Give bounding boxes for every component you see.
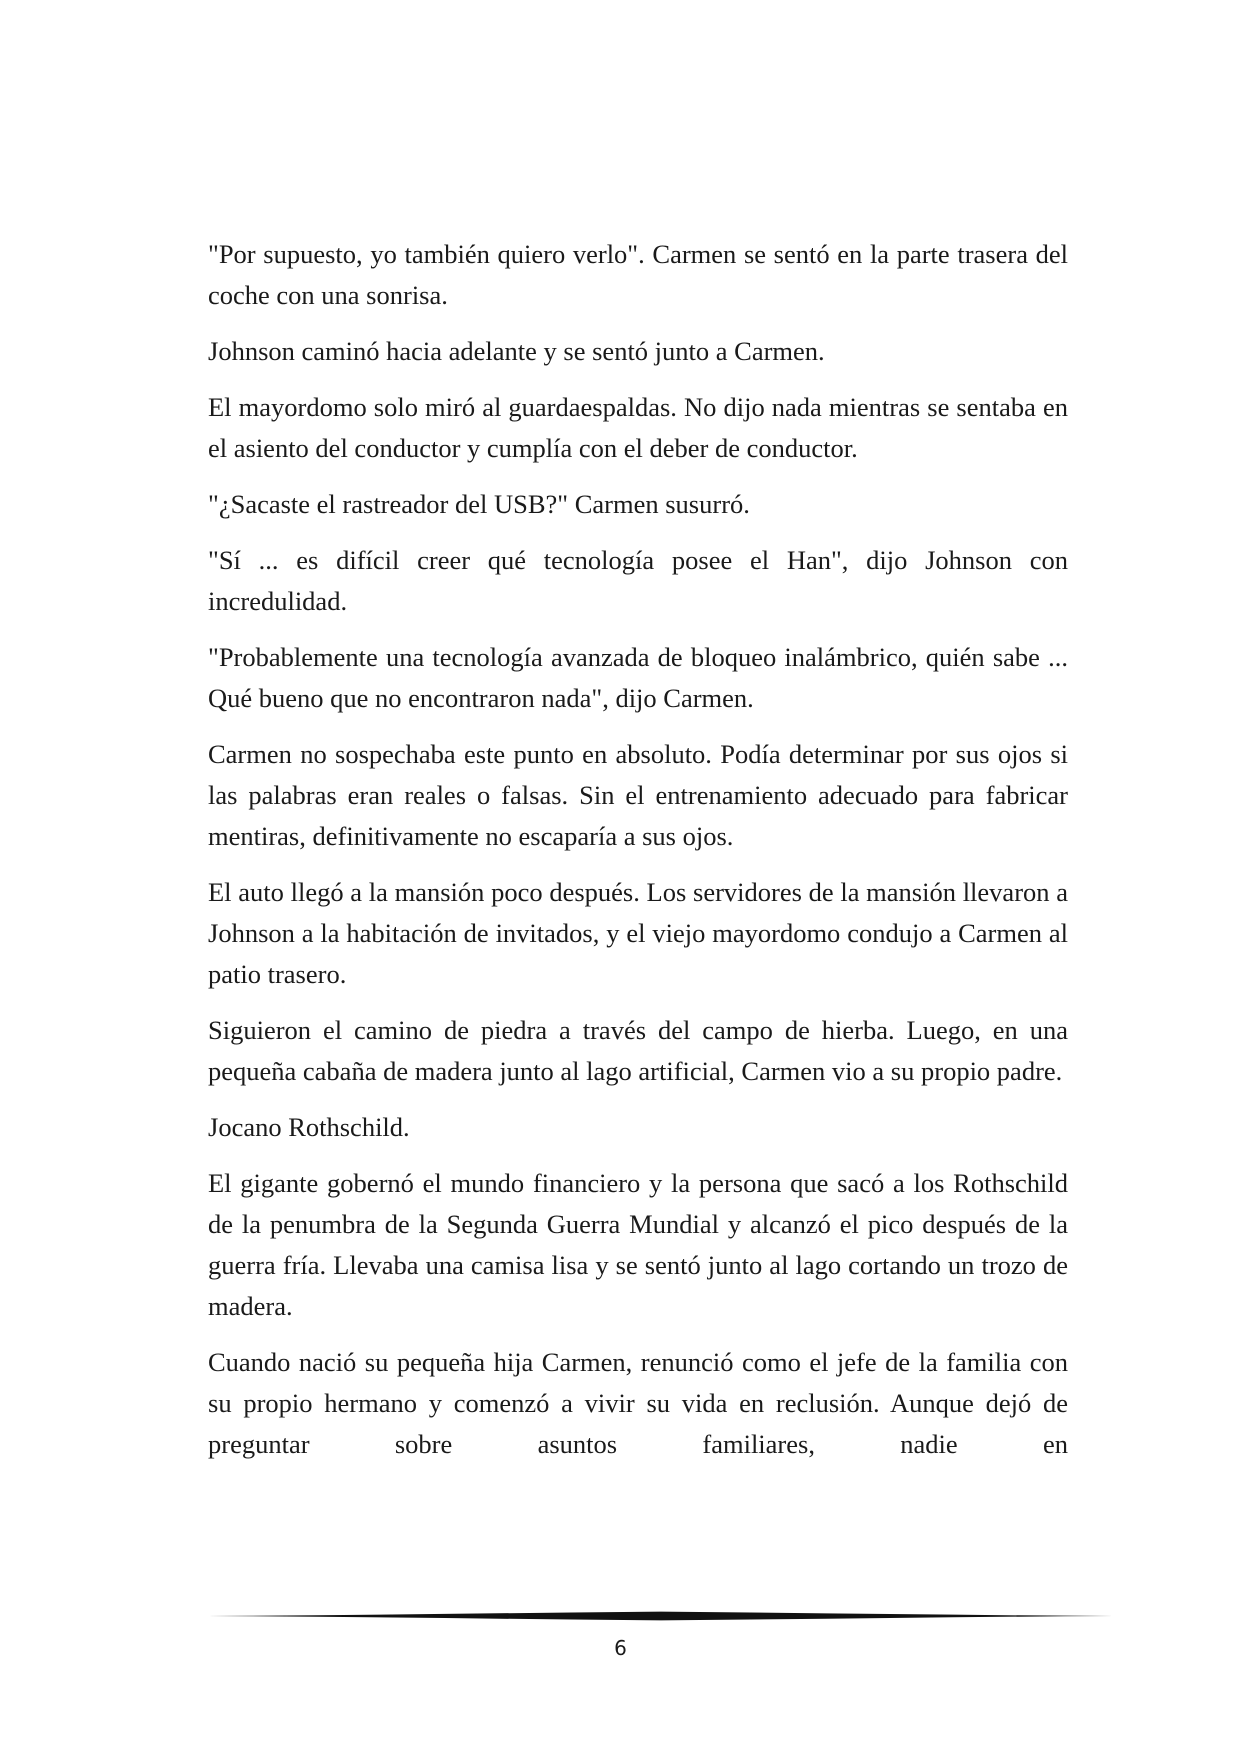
paragraph-12: Cuando nació su pequeña hija Carmen, renunció como el jefe de la familia con su propio hermano y comenzó a vivir su vida en reclusión. Aunque dejó de preguntar sobre asuntos familiares, nadie en (208, 1347, 1068, 1459)
text-body (208, 234, 1068, 1480)
footer-divider-stroke (208, 1612, 1113, 1621)
paragraph-6: "Probablemente una tecnología avanzada de bloqueo inalámbrico, quién sabe ... Qué bueno que no encontraron nada", dijo Carmen. (208, 642, 1068, 713)
page-number: 6 (614, 1636, 627, 1660)
paragraph-11: El gigante gobernó el mundo financiero y la persona que sacó a los Rothschild de la penumbra de la Segunda Guerra Mundial y alcanzó el pico después de la guerra fría. Llevaba una camisa lisa y se sentó junto al lago cortando un trozo de madera. (208, 1168, 1068, 1321)
paragraph-1: "Por supuesto, yo también quiero verlo". Carmen se sentó en la parte trasera del coche con una sonrisa. (208, 239, 1068, 310)
paragraph-4: "¿Sacaste el rastreador del USB?" Carmen susurró. (208, 489, 750, 519)
paragraph-7: Carmen no sospechaba este punto en absoluto. Podía determinar por sus ojos si las palabras eran reales o falsas. Sin el entrenamiento adecuado para fabricar mentiras, definitivamente no escaparía a sus ojos. (208, 739, 1068, 851)
paragraph-3: El mayordomo solo miró al guardaespaldas. No dijo nada mientras se sentaba en el asiento del conductor y cumplía con el deber de conductor. (208, 392, 1068, 463)
paragraph-9: Siguieron el camino de piedra a través del campo de hierba. Luego, en una pequeña cabaña de madera junto al lago artificial, Carmen vio a su propio padre. (208, 1015, 1068, 1086)
footer-divider (208, 1609, 1113, 1623)
paragraph-5: "Sí ... es difícil creer qué tecnología posee el Han", dijo Johnson con incredulidad. (208, 545, 1068, 616)
paragraph-2: Johnson caminó hacia adelante y se sentó junto a Carmen. (208, 336, 825, 366)
paragraph-10: Jocano Rothschild. (208, 1112, 410, 1142)
paragraph-8: El auto llegó a la mansión poco después. Los servidores de la mansión llevaron a Johnson a la habitación de invitados, y el viejo mayordomo condujo a Carmen al patio trasero. (208, 877, 1068, 989)
